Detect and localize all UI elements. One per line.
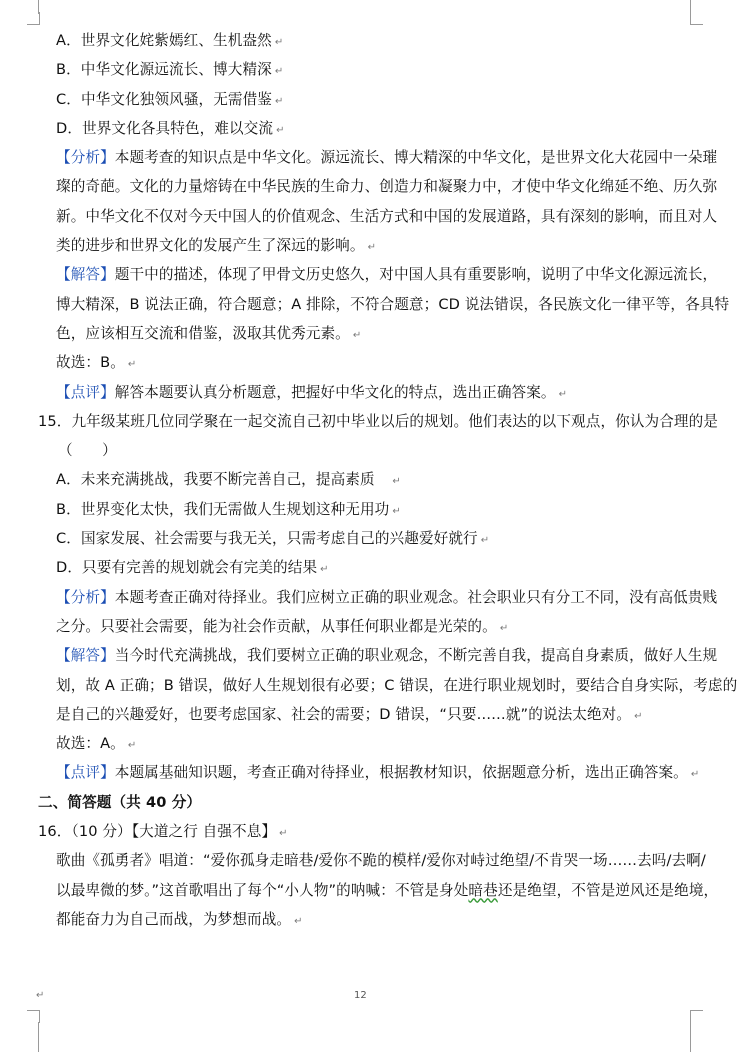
q14-option-d: D．世界文化各具特色，难以交流 ↵	[56, 119, 285, 137]
q16-text: 歌曲《孤勇者》唱道：“爱你孤身走暗巷/爱你不跪的模样/爱你对峙过绝望/不肯哭一场……去吗/去啊/	[56, 852, 706, 870]
q14-choice: 故选：B。 ↵	[56, 354, 137, 372]
section-heading: 二、简答题（共 40 分）	[38, 793, 202, 811]
q16-stem: 16．（10 分）【大道之行 自强不息】 ↵	[38, 823, 288, 841]
q15-answer: 是自己的兴趣爱好，也要考虑国家、社会的需要；D 错误，“只要……就”的说法太绝对。 ↵	[56, 705, 643, 723]
q14-analysis: 【分析】本题考查的知识点是中华文化。源远流长、博大精深的中华文化，是世界文化大花园中一朵璀	[56, 149, 718, 167]
q15-option-a: A．未来充满挑战，我要不断完善自己，提高素质 ↵	[56, 471, 401, 489]
q14-answer: 【解答】题干中的描述，体现了甲骨文历史悠久，对中国人具有重要影响，说明了中华文化源远流长，	[56, 266, 718, 284]
q14-analysis: 类的进步和世界文化的发展产生了深远的影响。 ↵	[56, 237, 377, 255]
q15-choice: 故选：A。 ↵	[56, 735, 137, 753]
margin-line	[38, 1022, 39, 1052]
margin-line	[690, 0, 691, 14]
paragraph-mark: ↵	[36, 990, 45, 1001]
q16-text: 以最卑微的梦。”这首歌唱出了每个“小人物”的呐喊：不管是身处暗巷还是绝望，不管是逆风还是绝境，	[56, 881, 719, 899]
q15-option-c: C．国家发展、社会需要与我无关，只需考虑自己的兴趣爱好就行 ↵	[56, 530, 490, 548]
q14-option-b: B．中华文化源远流长、博大精深 ↵	[56, 61, 284, 79]
margin-line	[690, 1022, 691, 1052]
q14-analysis: 璨的奇葩。文化的力量熔铸在中华民族的生命力、创造力和凝聚力中，才使中华文化绵延不绝、历久弥	[56, 178, 718, 196]
q14-option-a: A．世界文化姹紫嫣红、生机盎然 ↵	[56, 32, 284, 49]
page-number: 12	[354, 990, 367, 1001]
q14-answer: 博大精深，B 说法正确，符合题意；A 排除，不符合题意；CD 说法错误，各民族文化一律平等，各具特	[56, 295, 730, 313]
margin-corner-bottom-right	[690, 1010, 703, 1023]
q15-analysis: 之分。只要社会需要，能为社会作贡献，从事任何职业都是光荣的。 ↵	[56, 617, 509, 635]
q14-analysis: 新。中华文化不仅对今天中国人的价值观念、生活方式和中国的发展道路，具有深刻的影响，而且对人	[56, 207, 718, 225]
margin-corner-top-right	[690, 12, 703, 25]
q15-comment: 【点评】本题属基础知识题，考查正确对待择业，根据教材知识，依据题意分析，选出正确答案。 ↵	[56, 764, 700, 782]
q15-analysis: 【分析】本题考查正确对待择业。我们应树立正确的职业观念。社会职业只有分工不同，没有高低贵贱	[56, 588, 718, 606]
spellcheck-underline: 暗巷	[468, 881, 498, 899]
q14-option-c: C．中华文化独领风骚，无需借鉴 ↵	[56, 90, 284, 108]
q15-stem: 15．九年级某班几位同学聚在一起交流自己初中毕业以后的规划。他们表达的以下观点，你认为合理的是	[38, 412, 718, 430]
q15-answer: 【解答】当今时代充满挑战，我们要树立正确的职业观念，不断完善自我，提高自身素质，做好人生规	[56, 647, 718, 665]
q14-comment: 【点评】解答本题要认真分析题意，把握好中华文化的特点，选出正确答案。 ↵	[56, 383, 568, 401]
q15-answer: 划，故 A 正确；B 错误，做好人生规划很有必要；C 错误，在进行职业规划时，要结合自身实际，考虑的	[56, 676, 738, 694]
margin-line	[38, 0, 39, 14]
q16-text: 都能奋力为自己而战，为梦想而战。 ↵	[56, 910, 303, 928]
q15-option-d: D．只要有完善的规划就会有完美的结果 ↵	[56, 559, 329, 577]
document-body	[38, 26, 738, 934]
q14-answer: 色，应该相互交流和借鉴，汲取其优秀元素。 ↵	[56, 324, 362, 342]
q15-option-b: B．世界变化太快，我们无需做人生规划这种无用功 ↵	[56, 500, 401, 518]
q15-stem: （ ）	[58, 442, 117, 460]
